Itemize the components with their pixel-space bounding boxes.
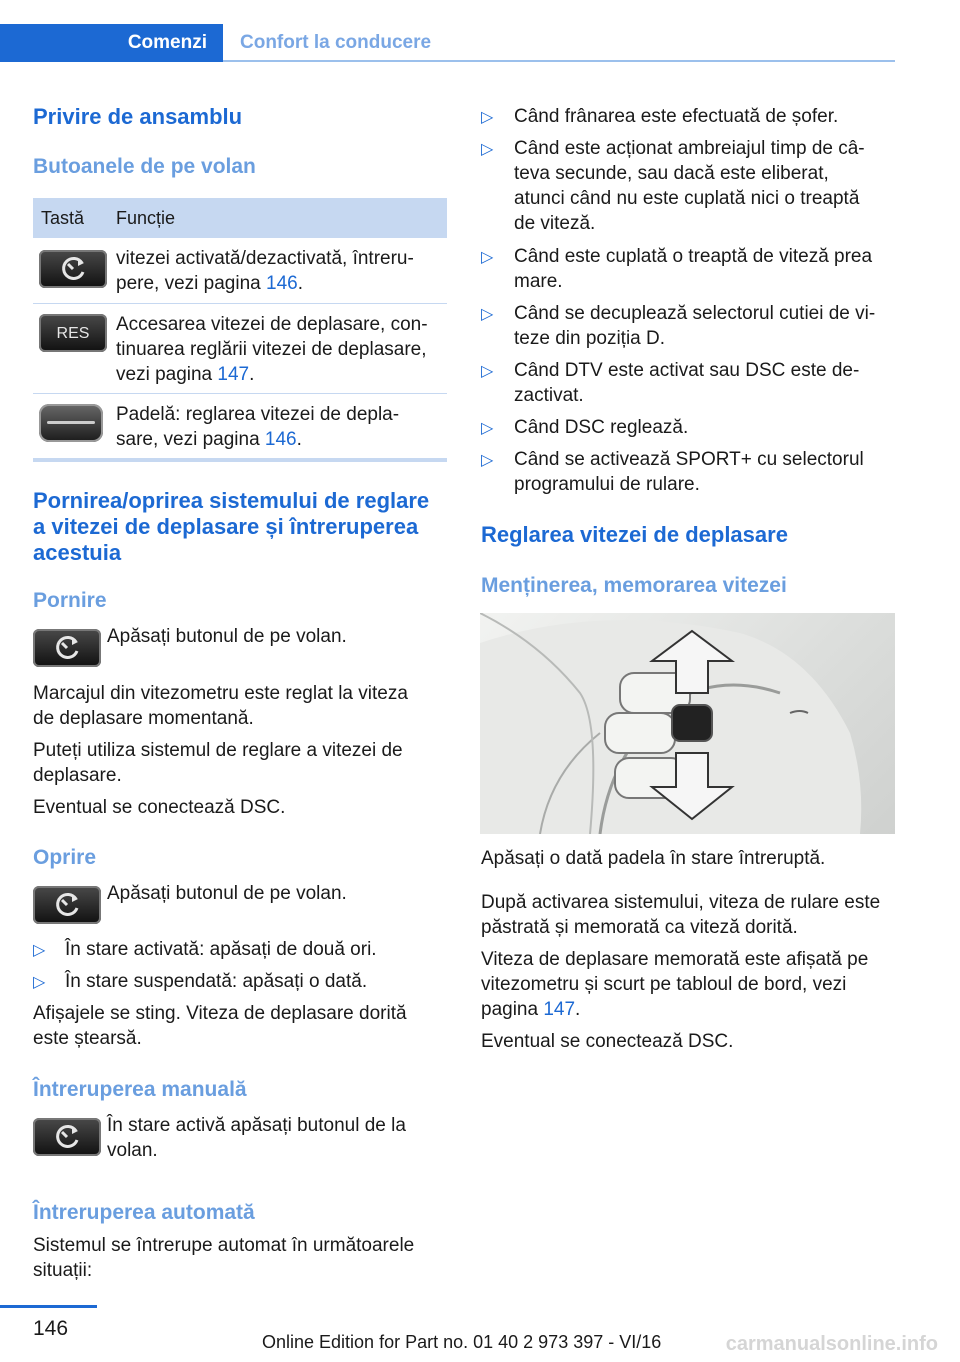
heading-on-off (33, 488, 447, 566)
paragraph-line: vitezometru și scurt pe tabloul de bord, vezi (481, 974, 847, 995)
stop-instruction: Apăsați butonul de pe volan. (107, 883, 347, 904)
paragraph-line-tail: . (575, 999, 581, 1020)
heading-overview: Privire de ansamblu (33, 104, 243, 129)
bullet-icon: ▷ (481, 452, 494, 469)
table-header (33, 198, 447, 238)
row-line: Accesarea vitezei de deplasare, con- (116, 314, 428, 335)
list-item-line: teva secunde, sau dacă este eliberat, (514, 163, 829, 184)
paragraph: Eventual se conectează DSC. (481, 1031, 734, 1052)
list-item (514, 244, 895, 294)
row-line: Padelă: reglarea vitezei de depla- (116, 404, 400, 425)
footer-rule (0, 1305, 97, 1308)
list-item-line: programului de rulare. (514, 474, 700, 495)
res-button-label: RES (56, 324, 90, 342)
heading-keep-speed: Menținerea, memorarea vitezei (481, 574, 787, 597)
paragraph-line: Sistemul se întrerupe automat în următoarele (33, 1235, 415, 1256)
paragraph-line: După activarea sistemului, viteza de rulare este (481, 892, 881, 913)
list-item (514, 415, 688, 440)
list-item-line: mare. (514, 271, 563, 292)
cruise-control-button-icon (39, 250, 107, 288)
heading-line: acestuia (33, 540, 122, 565)
watermark: carmanualsonline.info (725, 1333, 938, 1355)
list-item-line: Când DSC reglează. (514, 417, 689, 438)
list-item-line: Când frânarea este efectuată de șofer. (514, 106, 839, 127)
row-line (116, 362, 446, 387)
paragraph (33, 738, 447, 788)
row-line (116, 427, 446, 452)
list-item-line: Când DTV este activat sau DSC este de- (514, 360, 860, 381)
row-line (116, 271, 446, 296)
paragraph-line: Puteți utiliza sistemul de reglare a vitezei de (33, 740, 403, 761)
list-item-line: zactivat. (514, 385, 584, 406)
paragraph (481, 947, 895, 1022)
bullet-icon: ▷ (33, 974, 46, 991)
cruise-control-button-icon (33, 629, 101, 667)
paragraph (481, 890, 895, 940)
cruise-control-button-icon (33, 1118, 101, 1156)
paragraph-line: În stare activă apăsați butonul de la (107, 1115, 406, 1136)
paragraph-line: de deplasare momentană. (33, 708, 254, 729)
paragraph-line: este ștearsă. (33, 1028, 142, 1049)
paragraph-line (481, 997, 895, 1022)
table-row (33, 304, 447, 394)
row-line-tail: . (249, 364, 255, 385)
list-item (514, 301, 895, 351)
heading-manual: Întreruperea manuală (33, 1078, 247, 1101)
header-rule (223, 60, 895, 62)
bullet-icon: ▷ (481, 141, 494, 158)
page-link-147[interactable]: 147 (217, 364, 250, 385)
list-item-line: atunci când nu este cuplată nici o treaptă (514, 188, 860, 209)
paddle-line (47, 421, 95, 424)
photo-caption: Apăsați o dată padela în stare întreruptă. (481, 848, 826, 869)
start-instruction: Apăsați butonul de pe volan. (107, 626, 347, 647)
table-row (33, 238, 447, 304)
heading-line: a vitezei de deplasare și întreruperea (33, 514, 419, 539)
list-item (514, 447, 895, 497)
table-row (33, 394, 447, 458)
paragraph-line: păstrată și memorată ca viteză dorită. (481, 917, 798, 938)
tab-confort-la-conducere[interactable]: Confort la conducere (240, 32, 432, 53)
row-line-text: sare, vezi pagina (116, 429, 265, 450)
list-item: În stare activată: apăsați de două ori. (65, 939, 377, 960)
paragraph-line: deplasare. (33, 765, 122, 786)
row-line: vitezei activată/dezactivată, întreru- (116, 248, 414, 269)
list-item-line: de viteză. (514, 213, 596, 234)
manual-instruction (107, 1113, 447, 1163)
paragraph-line: situații: (33, 1260, 93, 1281)
list-item-line: Când este acționat ambreiajul timp de câ- (514, 138, 865, 159)
cruise-control-button-icon (33, 886, 101, 924)
bullet-icon: ▷ (481, 249, 494, 266)
bullet-icon: ▷ (481, 306, 494, 323)
bullet-icon: ▷ (33, 942, 46, 959)
edition-info: Online Edition for Part no. 01 40 2 973 397 - VI/16 (262, 1332, 662, 1352)
heading-adjust-speed: Reglarea vitezei de deplasare (481, 522, 788, 547)
paragraph (33, 1001, 447, 1051)
row-line-text: vezi pagina (116, 364, 218, 385)
steering-wheel-photo (480, 613, 895, 834)
list-item-line: teze din poziția D. (514, 328, 666, 349)
heading-buttons: Butoanele de pe volan (33, 155, 256, 178)
heading-auto: Întreruperea automată (33, 1201, 255, 1224)
tab-comenzi[interactable]: Comenzi (0, 24, 223, 62)
row-text (116, 312, 446, 387)
bullet-icon: ▷ (481, 109, 494, 126)
page-number: 146 (33, 1317, 69, 1340)
list-item-line: Când se activează SPORT+ cu selectorul (514, 449, 864, 470)
row-line-tail: . (296, 429, 302, 450)
paragraph: Eventual se conectează DSC. (33, 797, 286, 818)
table-end-rule (33, 458, 447, 462)
page-link-146[interactable]: 146 (266, 273, 298, 294)
res-button-icon (39, 314, 107, 352)
heading-start: Pornire (33, 589, 107, 612)
row-line-tail: . (297, 273, 303, 294)
paragraph-line: Afișajele se sting. Viteza de deplasare dorită (33, 1003, 407, 1024)
column-header-key: Tastă (41, 208, 85, 228)
heading-line: Pornirea/oprirea sistemului de reglare (33, 488, 430, 513)
paddle-icon (39, 404, 103, 442)
bullet-icon: ▷ (481, 420, 494, 437)
heading-stop: Oprire (33, 846, 97, 869)
paragraph (33, 1233, 447, 1283)
page-link-146[interactable]: 146 (264, 429, 297, 450)
list-item (514, 358, 895, 408)
page-link-147[interactable]: 147 (543, 999, 576, 1020)
row-line: tinuarea reglării vitezei de deplasare, (116, 339, 427, 360)
row-line-text: pere, vezi pagina (116, 273, 266, 294)
row-text (116, 402, 446, 452)
paragraph-line-text: pagina (481, 999, 544, 1020)
list-item-line: Când se decuplează selectorul cutiei de vi- (514, 303, 876, 324)
list-item (514, 136, 895, 236)
paragraph-line: Marcajul din vitezometru este reglat la viteza (33, 683, 408, 704)
list-item (514, 104, 838, 129)
paragraph-line: volan. (107, 1140, 158, 1161)
row-text (116, 246, 446, 296)
column-header-function: Funcție (116, 208, 176, 228)
bullet-icon: ▷ (481, 363, 494, 380)
list-item-line: Când este cuplată o treaptă de viteză prea (514, 246, 873, 267)
paragraph (33, 681, 447, 731)
paragraph-line: Viteza de deplasare memorată este afișată pe (481, 949, 869, 970)
steering-wheel-illustration (480, 613, 895, 834)
list-item: În stare suspendată: apăsați o dată. (65, 971, 368, 992)
header-bar (0, 24, 895, 62)
